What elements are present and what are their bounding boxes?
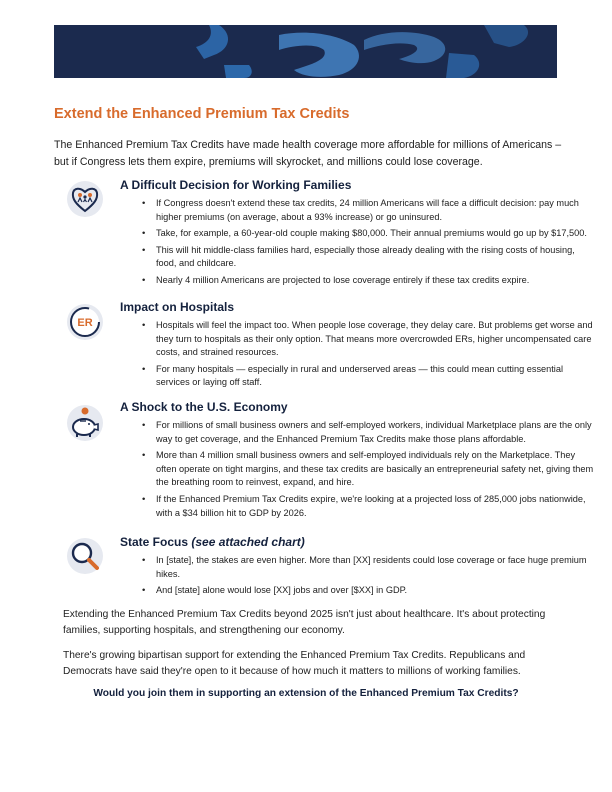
magnifying-glass-icon <box>66 537 104 575</box>
bullet-list <box>120 554 596 601</box>
bullet-list <box>120 319 596 393</box>
list-item: • Nearly 4 million Americans are projected to lose coverage entirely if these tax credits expire. <box>156 274 596 288</box>
list-item: • And [state] alone would lose [XX] jobs and over [$XX] in GDP. <box>156 584 596 598</box>
list-item: • If Congress doesn't extend these tax credits, 24 million Americans will face a difficult decision: pay much higher premiums (on average, about a 93% increase) or go uninsured. <box>156 197 596 224</box>
section-heading-text: State Focus <box>120 535 189 549</box>
section-heading: A Difficult Decision for Working Families <box>120 178 352 192</box>
list-item: • If the Enhanced Premium Tax Credits expire, we're looking at a projected loss of 285,000 jobs nationwide, with a $34 billion hit to GDP by 2026. <box>156 493 596 520</box>
list-item: • This will hit middle-class families hard, especially those already dealing with the rising costs of housing, food, and childcare. <box>156 244 596 271</box>
page-title: Extend the Enhanced Premium Tax Credits <box>54 106 350 122</box>
section-heading <box>120 535 305 549</box>
intro-paragraph: The Enhanced Premium Tax Credits have made health coverage more affordable for millions of Americans – but if Congress lets them expire, premiums will skyrocket, and millions could lose coverage. <box>54 139 562 168</box>
header-banner <box>54 25 557 78</box>
er-icon-label: ER <box>77 317 93 329</box>
list-item: • For millions of small business owners and self-employed workers, individual Marketplace plans are the only way to get coverage, and the Enhanced Premium Tax Credits make those plans affordable. <box>156 419 596 446</box>
bullet-list <box>120 197 596 291</box>
piggy-bank-icon <box>66 404 104 442</box>
summary-paragraph: Extending the Enhanced Premium Tax Credits beyond 2025 isn't just about healthcare. It's about protecting families, supporting hospitals, and strengthening our economy. <box>63 609 546 636</box>
heart-family-icon <box>66 180 104 218</box>
section-heading: A Shock to the U.S. Economy <box>120 400 288 414</box>
list-item: • Take, for example, a 60-year-old couple making $80,000. Their annual premiums would go up by $17,500. <box>156 227 596 241</box>
section-heading: Impact on Hospitals <box>120 300 235 314</box>
call-to-action: Would you join them in supporting an extension of the Enhanced Premium Tax Credits? <box>93 688 519 699</box>
list-item: • More than 4 million small business owners and self-employed individuals rely on the Marketplace. They often operate on tight margins, and these tax credits are basically an entrepreneurial safety net, giving them the breathing room to reinvest, expand, and hire. <box>156 449 596 490</box>
list-item: • For many hospitals — especially in rural and underserved areas — this could mean cutting essential services or laying off staff. <box>156 363 596 390</box>
banner-wave-graphic <box>54 25 557 78</box>
support-paragraph: There's growing bipartisan support for extending the Enhanced Premium Tax Credits. Republicans and Democrats have said they're open to it because of how much it matters to millions of working families. <box>63 650 526 677</box>
bullet-list <box>120 419 596 523</box>
section-heading-note: (see attached chart) <box>191 535 305 549</box>
list-item: • In [state], the stakes are even higher. More than [XX] residents could lose coverage or face huge premium hikes. <box>156 554 596 581</box>
list-item: • Hospitals will feel the impact too. When people lose coverage, they delay care. But problems get worse and they turn to hospitals as their only option. That means more overcrowded ERs, higher uncompensated care costs, and strained resources. <box>156 319 596 360</box>
er-hospital-icon <box>66 303 104 341</box>
